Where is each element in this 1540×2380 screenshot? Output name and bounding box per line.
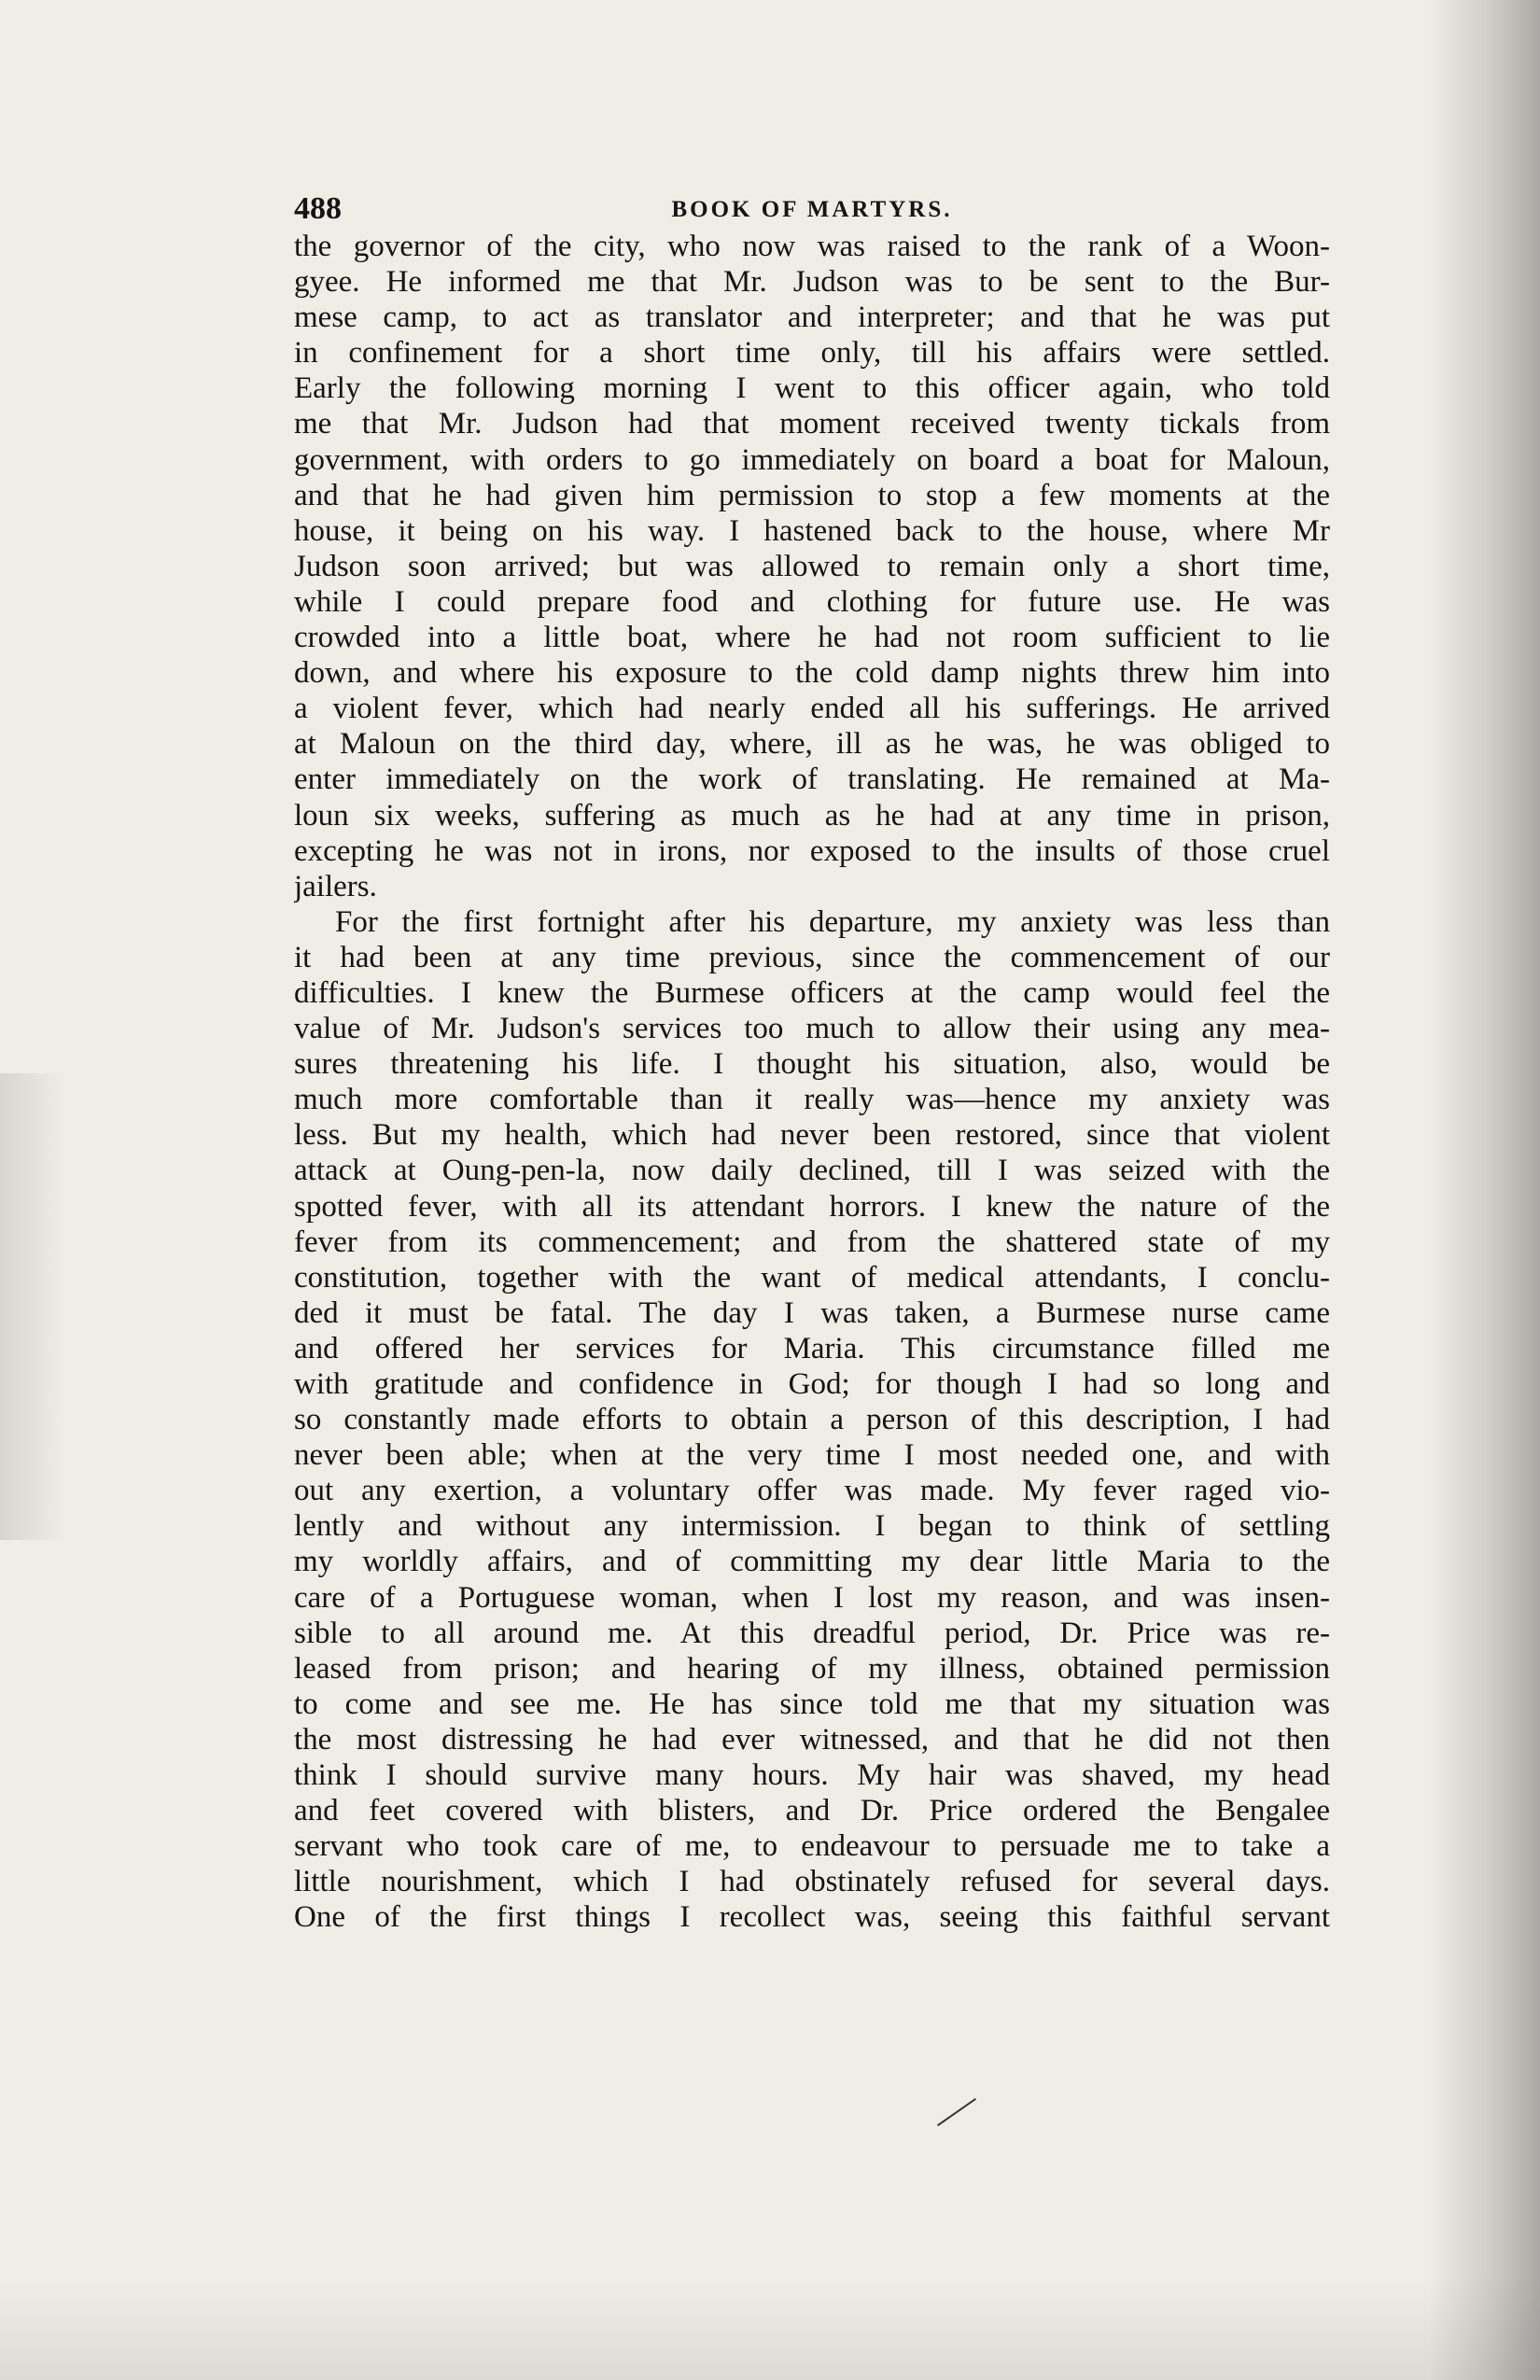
text-line: think I should survive many hours. My hair was shaved, my head [294, 1758, 1330, 1793]
text-line: the governor of the city, who now was raised to the rank of a Woon- [294, 230, 1330, 263]
text-line: much more comfortable than it really was—hence my anxiety was [294, 1083, 1330, 1117]
body-text [294, 229, 1330, 1936]
text-line: care of a Portuguese woman, when I lost my reason, and was insen- [294, 1580, 1330, 1615]
text-line: leased from prison; and hearing of my illness, obtained permission [294, 1651, 1330, 1686]
running-head: BOOK OF MARTYRS. [671, 197, 953, 222]
text-line: sures threatening his life. I thought his situation, also, would be [294, 1047, 1330, 1082]
text-line: in confinement for a short time only, till his affairs were settled. [294, 336, 1330, 371]
text-line: lently and without any intermission. I began to think of settling [294, 1509, 1330, 1544]
text-line: jailers. [294, 869, 377, 903]
text-line: difficulties. I knew the Burmese officers at the camp would feel the [294, 975, 1330, 1010]
text-line: government, with orders to go immediately on board a boat for Maloun, [294, 442, 1330, 477]
scan-left-smudge [0, 1073, 65, 1540]
paragraph [294, 904, 1330, 1936]
scan-bottom-shadow [0, 2277, 1540, 2380]
text-line: value of Mr. Judson's services too much to allow their using any mea- [294, 1012, 1330, 1046]
text-line: while I could prepare food and clothing for future use. He was [294, 584, 1330, 619]
text-line: One of the first things I recollect was, seeing this faithful servant [294, 1900, 1330, 1935]
text-line: fever from its commencement; and from the shattered state of my [294, 1225, 1330, 1259]
text-line: a violent fever, which had nearly ended all his sufferings. He arrived [294, 692, 1330, 726]
paragraph [294, 229, 1330, 904]
text-line: so constantly made efforts to obtain a person of this description, I had [294, 1403, 1330, 1437]
text-line: my worldly affairs, and of committing my dear little Maria to the [294, 1545, 1330, 1579]
text-line: little nourishment, which I had obstinately refused for several days. [294, 1865, 1330, 1899]
page-number: 488 [294, 191, 342, 226]
text-line: at Maloun on the third day, where, ill as he was, he was obliged to [294, 727, 1330, 762]
text-line: For the first fortnight after his departure, my anxiety was less than [335, 904, 1330, 939]
text-line: and that he had given him permission to stop a few moments at the [294, 478, 1330, 512]
text-line: it had been at any time previous, since the commencement of our [294, 940, 1330, 974]
text-line: crowded into a little boat, where he had not room sufficient to lie [294, 621, 1330, 655]
text-line: out any exertion, a voluntary offer was made. My fever raged vio- [294, 1474, 1330, 1508]
text-line: and offered her services for Maria. This circumstance filled me [294, 1331, 1330, 1365]
text-line: with gratitude and confidence in God; for though I had so long and [294, 1367, 1330, 1401]
text-line: to come and see me. He has since told me that my situation was [294, 1687, 1330, 1721]
page-header [294, 191, 1330, 229]
text-line: and feet covered with blisters, and Dr. Price ordered the Bengalee [294, 1794, 1330, 1828]
text-line: ded it must be fatal. The day I was taken, a Burmese nurse came [294, 1295, 1330, 1330]
text-line: spotted fever, with all its attendant horrors. I knew the nature of the [294, 1189, 1330, 1224]
text-line: me that Mr. Judson had that moment received twenty tickals from [294, 407, 1330, 441]
text-line: Judson soon arrived; but was allowed to remain only a short time, [294, 549, 1330, 583]
text-line: loun six weeks, suffering as much as he had at any time in prison, [294, 798, 1330, 833]
text-line: the most distressing he had ever witnessed, and that he did not then [294, 1722, 1330, 1757]
text-line: down, and where his exposure to the cold damp nights threw him into [294, 656, 1330, 691]
text-line: Early the following morning I went to this officer again, who told [294, 371, 1330, 406]
text-line: attack at Oung-pen-la, now daily declined, till I was seized with the [294, 1154, 1330, 1188]
pencil-mark [937, 2098, 976, 2126]
text-line: house, it being on his way. I hastened back to the house, where Mr [294, 513, 1330, 548]
text-line: gyee. He informed me that Mr. Judson was to be sent to the Bur- [294, 265, 1330, 300]
text-line: less. But my health, which had never been restored, since that violent [294, 1118, 1330, 1153]
text-line: mese camp, to act as translator and interpreter; and that he was put [294, 301, 1330, 335]
text-line: never been able; when at the very time I most needed one, and with [294, 1438, 1330, 1473]
text-line: constitution, together with the want of medical attendants, I conclu- [294, 1260, 1330, 1295]
text-line: excepting he was not in irons, nor exposed to the insults of those cruel [294, 833, 1330, 868]
text-line: servant who took care of me, to endeavour to persuade me to take a [294, 1829, 1330, 1864]
scan-edge-shadow [1428, 0, 1540, 2380]
text-line: sible to all around me. At this dreadful period, Dr. Price was re- [294, 1616, 1330, 1650]
text-line: enter immediately on the work of translating. He remained at Ma- [294, 763, 1330, 797]
